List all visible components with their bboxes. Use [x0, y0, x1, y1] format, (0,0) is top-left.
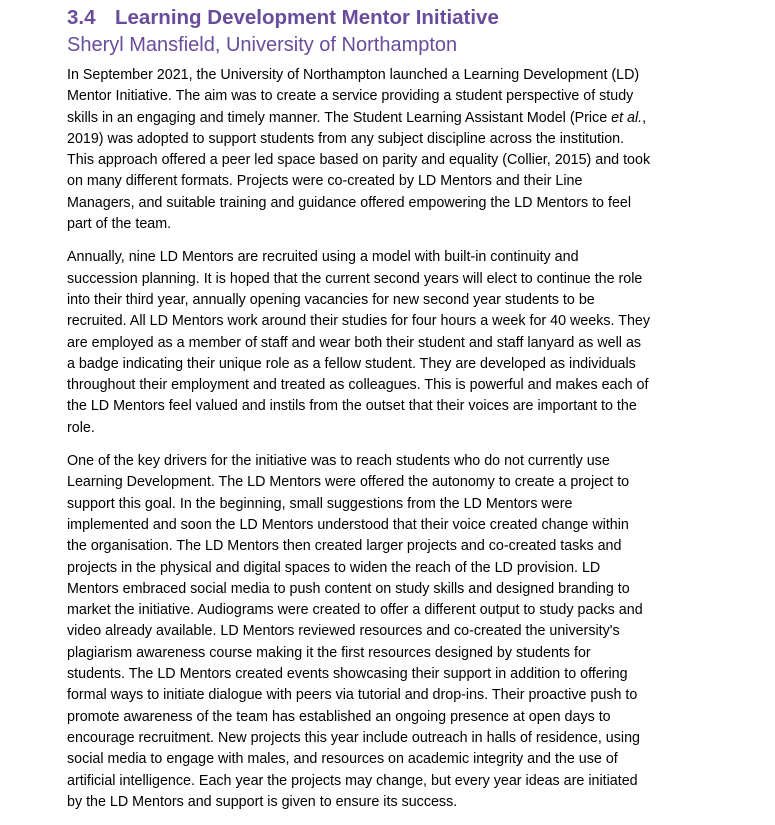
paragraph-line: One of the key drivers for the initiative was to reach students who do not currently use	[67, 453, 610, 470]
paragraph-line: market the initiative. Audiograms were created to offer a different output to study packs and	[67, 602, 643, 619]
paragraph-line: social media to engage with males, and resources on academic integrity and the use of	[67, 751, 618, 768]
paragraph-line: on many different formats. Projects were co-created by LD Mentors and their Line	[67, 173, 583, 190]
paragraph-line: role.	[67, 419, 95, 436]
paragraph-line: This approach offered a peer led space based on parity and equality (Collier, 2015) and took	[67, 152, 651, 169]
paragraph-line: video already available. LD Mentors reviewed resources and co-created the university's	[67, 623, 620, 640]
paragraph-line: Managers, and suitable training and guidance offered empowering the LD Mentors to feel	[67, 194, 632, 211]
paragraph-line: plagiarism awareness course making it the first resources designed by students for	[67, 644, 591, 661]
paragraph-line: part of the team.	[67, 216, 172, 233]
section-title: Learning Development Mentor Initiative	[115, 6, 499, 29]
paragraph-line: into their third year, annually opening vacancies for new second year students to be	[67, 291, 595, 308]
paragraph-line: recruited. All LD Mentors work around their studies for four hours a week for 40 weeks. They	[67, 313, 651, 330]
paragraph-line: throughout their employment and treated as colleagues. This is powerful and makes each of	[67, 377, 649, 394]
paragraph-line: Mentors embraced social media to push content on study skills and designed branding to	[67, 580, 630, 597]
paragraph-line: the LD Mentors feel valued and instils from the outset that their voices are important to the	[67, 398, 637, 415]
paragraph-line: promote awareness of the team has established an ongoing presence at open days to	[67, 708, 611, 725]
paragraph-line: encourage recruitment. New projects this year include outreach in halls of residence, using	[67, 729, 640, 746]
paragraph-line: by the LD Mentors and support is given to ensure its success.	[67, 793, 458, 810]
paragraph-line: Learning Development. The LD Mentors were offered the autonomy to create a project to	[67, 474, 630, 491]
paragraph-line: 2019) was adopted to support students from any subject discipline across the institution.	[67, 130, 625, 147]
paragraph-line: succession planning. It is hoped that the current second years will elect to continue the role	[67, 270, 643, 287]
paragraph	[67, 65, 717, 235]
author-line: Sheryl Mansfield, University of Northampton	[67, 34, 458, 56]
paragraph-line: artificial intelligence. Each year the projects may change, but every year ideas are initiated	[67, 772, 638, 789]
paragraph	[67, 451, 717, 813]
paragraph	[67, 247, 717, 439]
paragraph-line: Mentor Initiative. The aim was to create a service providing a student perspective of study	[67, 88, 634, 105]
section-heading	[67, 4, 717, 31]
paragraph-line: students. The LD Mentors created events showcasing their support in addition to offering	[67, 666, 628, 683]
paragraph-line: a badge indicating their unique role as a fellow student. They are developed as individuals	[67, 355, 636, 372]
paragraph-line: skills in an engaging and timely manner. The Student Learning Assistant Model (Price et al.,	[67, 109, 647, 126]
document-page	[67, 4, 717, 825]
paragraph-line: Annually, nine LD Mentors are recruited using a model with built-in continuity and	[67, 249, 579, 266]
paragraph-line: formal ways to initiate dialogue with peers via tutorial and drop-ins. Their proactive push to	[67, 687, 638, 704]
paragraph-line: the organisation. The LD Mentors then created larger projects and co-created tasks and	[67, 538, 622, 555]
section-number: 3.4	[67, 6, 96, 29]
paragraph-line: projects in the physical and digital spaces to widen the reach of the LD provision. LD	[67, 559, 601, 576]
paragraph-line: In September 2021, the University of Northampton launched a Learning Development (LD)	[67, 67, 640, 83]
paragraph-line: support this goal. In the beginning, small suggestions from the LD Mentors were	[67, 495, 573, 512]
paragraph-line: are employed as a member of staff and wear both their student and staff lanyard as well as	[67, 334, 642, 351]
paragraph-line: implemented and soon the LD Mentors understood that their voice created change within	[67, 516, 629, 533]
